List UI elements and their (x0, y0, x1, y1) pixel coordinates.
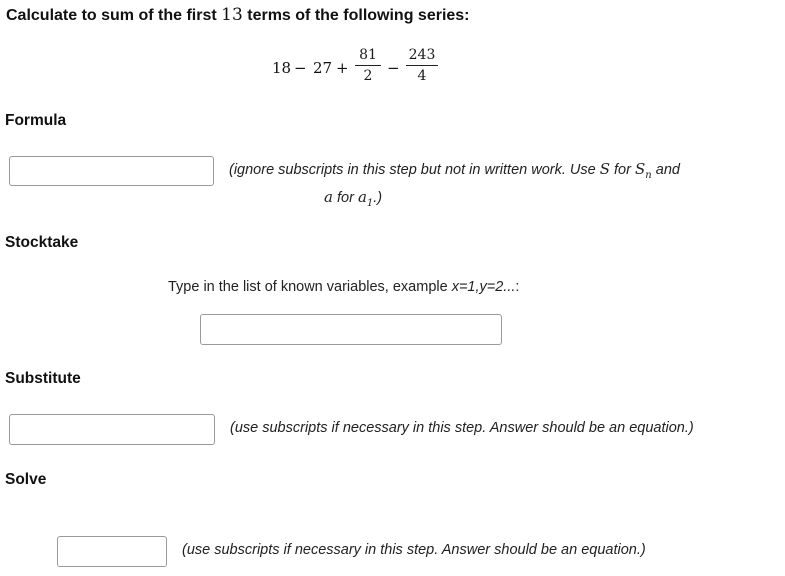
solve-label: Solve (5, 471, 47, 488)
fraction-2-bar (406, 65, 438, 66)
question-prefix: Calculate to sum of the first (6, 7, 217, 24)
question-heading (6, 5, 470, 25)
formula-hint-a1 (357, 188, 374, 209)
stocktake-prompt (168, 279, 519, 295)
fraction-1-bar (355, 65, 381, 66)
formula-hint-sn-sub: n (645, 170, 652, 181)
formula-hint-sn (634, 160, 652, 181)
formula-hint-text: (ignore subscripts in this step but not in written work. Use (229, 162, 596, 178)
formula-hint-a: a (324, 188, 333, 206)
fraction-1-numerator: 81 (359, 47, 377, 63)
series-fraction-1 (355, 47, 381, 84)
question-n-terms: 13 (221, 5, 243, 25)
series-operator-1: − (294, 59, 307, 77)
formula-hint-a1-base: a (357, 188, 367, 206)
series-term-1: 18 (272, 59, 292, 77)
formula-hint-end: .) (373, 190, 383, 206)
fraction-2-denominator: 4 (417, 68, 427, 84)
question-suffix: terms of the following series: (247, 7, 470, 24)
stocktake-prompt-text: Type in the list of known variables, example (168, 279, 448, 295)
series-operator-3: − (387, 59, 400, 77)
stocktake-prompt-colon: : (515, 279, 520, 295)
formula-hint-s: S (599, 160, 610, 178)
formula-hint-line-1 (229, 160, 680, 181)
substitute-input[interactable] (9, 414, 215, 445)
fraction-1-denominator: 2 (363, 68, 373, 84)
formula-input[interactable] (9, 156, 214, 186)
stocktake-prompt-example: x=1,y=2... (451, 279, 516, 295)
fraction-2-numerator: 243 (408, 47, 436, 63)
series-fraction-2 (406, 47, 438, 84)
substitute-hint: (use subscripts if necessary in this step. Answer should be an equation.) (230, 420, 694, 436)
formula-hint-sn-base: S (634, 160, 646, 178)
stocktake-label: Stocktake (5, 234, 79, 251)
solve-input[interactable] (57, 536, 167, 567)
stocktake-input[interactable] (200, 314, 502, 345)
formula-hint-a1-sub: 1 (366, 198, 374, 209)
formula-hint-and: and (655, 162, 680, 178)
substitute-label: Substitute (5, 370, 81, 387)
series-term-2: 27 (313, 59, 333, 77)
formula-label: Formula (5, 112, 67, 129)
formula-hint-line-2 (324, 188, 382, 209)
formula-hint-for-2: for (336, 190, 354, 206)
series-operator-2: + (336, 59, 349, 77)
solve-hint: (use subscripts if necessary in this step. Answer should be an equation.) (182, 542, 646, 558)
formula-hint-for: for (614, 162, 631, 178)
